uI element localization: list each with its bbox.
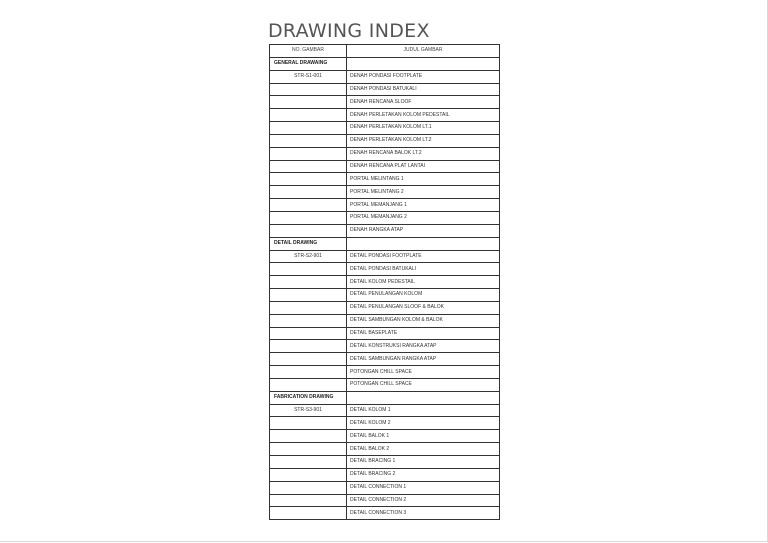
drawing-title-cell: DENAH PONDASI BATUKALI <box>347 83 500 96</box>
drawing-number-cell <box>270 327 347 340</box>
table-row <box>270 417 500 430</box>
table-row <box>270 134 500 147</box>
table-row <box>270 109 500 122</box>
table-row <box>270 327 500 340</box>
drawing-title-cell: DETAIL PONDASI BATUKALI <box>347 263 500 276</box>
table-row <box>270 70 500 83</box>
drawing-title-cell: DENAH PERLETAKAN KOLOM PEDESTAIL <box>347 109 500 122</box>
drawing-title-cell: DETAIL BALOK 2 <box>347 443 500 456</box>
table-row <box>270 289 500 302</box>
drawing-title-cell: PORTAL MEMANJANG 1 <box>347 199 500 212</box>
section-row <box>270 237 500 250</box>
table-row <box>270 468 500 481</box>
table-row <box>270 340 500 353</box>
table-row <box>270 250 500 263</box>
table-row <box>270 263 500 276</box>
table-row <box>270 96 500 109</box>
section-empty-cell <box>347 391 500 404</box>
drawing-title-cell: DENAH RENCANA SLOOF <box>347 96 500 109</box>
drawing-title-cell: DENAH RENCANA BALOK LT.2 <box>347 147 500 160</box>
drawing-title-cell: DETAIL KOLOM 2 <box>347 417 500 430</box>
section-empty-cell <box>347 237 500 250</box>
drawing-title-cell: DETAIL SAMBUNGAN RANGKA ATAP <box>347 353 500 366</box>
drawing-title-cell: POTONGAN CHILL SPACE <box>347 378 500 391</box>
drawing-title-cell: DETAIL BASEPLATE <box>347 327 500 340</box>
table-row <box>270 430 500 443</box>
table-row <box>270 456 500 469</box>
table-row <box>270 186 500 199</box>
drawing-number-cell <box>270 443 347 456</box>
drawing-number-cell <box>270 289 347 302</box>
drawing-number-cell <box>270 468 347 481</box>
drawing-title-cell: PORTAL MEMANJANG 2 <box>347 211 500 224</box>
drawing-title-cell: POTONGAN CHILL SPACE <box>347 366 500 379</box>
table-row <box>270 378 500 391</box>
table-row <box>270 404 500 417</box>
drawing-number-cell <box>270 211 347 224</box>
table-row <box>270 276 500 289</box>
table-row <box>270 481 500 494</box>
drawing-number-cell <box>270 173 347 186</box>
drawing-number-cell <box>270 276 347 289</box>
drawing-number-cell <box>270 507 347 520</box>
drawing-title-cell: DETAIL SAMBUNGAN KOLOM & BALOK <box>347 314 500 327</box>
table-row <box>270 173 500 186</box>
table-row <box>270 83 500 96</box>
drawing-title-cell: DETAIL CONNECTION 2 <box>347 494 500 507</box>
drawing-title-cell: DETAIL BALOK 1 <box>347 430 500 443</box>
drawing-title-cell: DETAIL BRACING 1 <box>347 456 500 469</box>
column-header-judul: JUDUL GAMBAR <box>347 45 500 58</box>
drawing-number-cell <box>270 481 347 494</box>
drawing-title-cell: DETAIL PONDASI FOOTPLATE <box>347 250 500 263</box>
section-empty-cell <box>347 57 500 70</box>
table-row <box>270 301 500 314</box>
drawing-index-table <box>269 44 500 520</box>
drawing-number-cell <box>270 378 347 391</box>
drawing-title-cell: PORTAL MELINTANG 1 <box>347 173 500 186</box>
drawing-number-cell <box>270 301 347 314</box>
drawing-number-cell <box>270 494 347 507</box>
column-header-no: NO. GAMBAR <box>270 45 347 58</box>
drawing-number-cell <box>270 456 347 469</box>
drawing-title-cell: DENAH PERLETAKAN KOLOM LT.2 <box>347 134 500 147</box>
drawing-title-cell: DETAIL KOLOM 1 <box>347 404 500 417</box>
drawing-title-cell: DETAIL CONNECTION 3 <box>347 507 500 520</box>
section-label: DETAIL DRAWING <box>270 237 347 250</box>
table-body <box>270 57 500 519</box>
drawing-number-cell <box>270 83 347 96</box>
drawing-number-cell <box>270 199 347 212</box>
table-row <box>270 366 500 379</box>
drawing-number-cell <box>270 340 347 353</box>
drawing-title-cell: PORTAL MELINTANG 2 <box>347 186 500 199</box>
drawing-number-cell <box>270 160 347 173</box>
drawing-number-cell <box>270 96 347 109</box>
table-row <box>270 224 500 237</box>
section-label: FABRICATION DRAWING <box>270 391 347 404</box>
drawing-number-cell <box>270 224 347 237</box>
drawing-number-cell <box>270 430 347 443</box>
table-row <box>270 314 500 327</box>
table-row <box>270 507 500 520</box>
drawing-title-cell: DETAIL KONSTRUKSI RANGKA ATAP <box>347 340 500 353</box>
drawing-number-cell <box>270 263 347 276</box>
drawing-number-cell: STR-S1-001 <box>270 70 347 83</box>
table-row <box>270 160 500 173</box>
section-row <box>270 391 500 404</box>
drawing-title-cell: DETAIL KOLOM PEDESTAIL <box>347 276 500 289</box>
drawing-number-cell <box>270 366 347 379</box>
drawing-number-cell <box>270 122 347 135</box>
drawing-number-cell: STR-S3-901 <box>270 404 347 417</box>
drawing-number-cell <box>270 314 347 327</box>
drawing-title-cell: DENAH PERLETAKAN KOLOM LT.1 <box>347 122 500 135</box>
page-title: DRAWING INDEX <box>268 20 430 42</box>
drawing-number-cell: STR-S2-901 <box>270 250 347 263</box>
table-row <box>270 494 500 507</box>
drawing-number-cell <box>270 109 347 122</box>
drawing-title-cell: DETAIL PENULANGAN SLOOF & BALOK <box>347 301 500 314</box>
drawing-number-cell <box>270 147 347 160</box>
drawing-title-cell: DENAH RANGKA ATAP <box>347 224 500 237</box>
drawing-number-cell <box>270 186 347 199</box>
table-row <box>270 211 500 224</box>
drawing-title-cell: DENAH RENCANA PLAT LANTAI <box>347 160 500 173</box>
drawing-title-cell: DENAH PONDASI FOOTPLATE <box>347 70 500 83</box>
table-row <box>270 199 500 212</box>
drawing-number-cell <box>270 353 347 366</box>
drawing-title-cell: DETAIL PENULANGAN KOLOM <box>347 289 500 302</box>
drawing-title-cell: DETAIL CONNECTION 1 <box>347 481 500 494</box>
section-row <box>270 57 500 70</box>
section-label: GENERAL DRAWAING <box>270 57 347 70</box>
drawing-title-cell: DETAIL BRACING 2 <box>347 468 500 481</box>
table-row <box>270 147 500 160</box>
table-row <box>270 443 500 456</box>
drawing-number-cell <box>270 417 347 430</box>
drawing-number-cell <box>270 134 347 147</box>
table-header-row <box>270 45 500 58</box>
table-row <box>270 122 500 135</box>
table-row <box>270 353 500 366</box>
